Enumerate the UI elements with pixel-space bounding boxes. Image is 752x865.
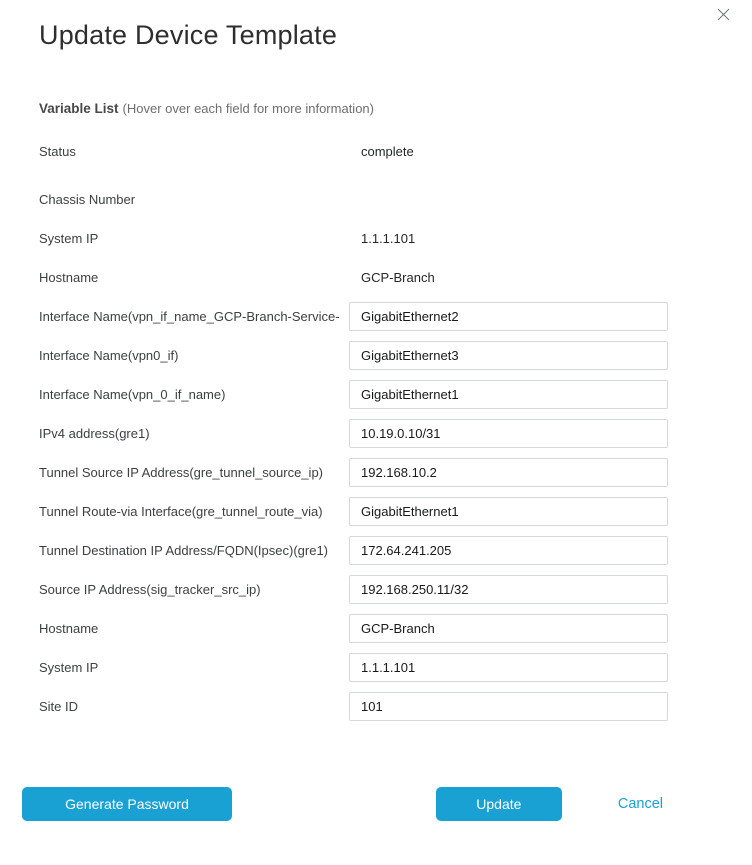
field-input[interactable]: [349, 341, 668, 370]
field-control: [349, 144, 668, 159]
variable-rows: [0, 137, 752, 721]
field-row: [39, 536, 752, 565]
close-icon[interactable]: [712, 5, 734, 27]
field-row: [39, 185, 752, 214]
field-value: complete: [361, 144, 414, 159]
field-row: [39, 302, 752, 331]
field-input[interactable]: [349, 653, 668, 682]
field-label: Chassis Number: [39, 192, 136, 207]
field-label: Source IP Address(sig_tracker_src_ip): [39, 582, 261, 597]
footer-actions: [0, 787, 752, 821]
field-input[interactable]: [349, 536, 668, 565]
field-label: Interface Name(vpn_if_name_GCP-Branch-Service-: [39, 309, 340, 324]
field-input[interactable]: [349, 302, 668, 331]
field-control: [349, 458, 668, 487]
field-control: [349, 380, 668, 409]
field-label: System IP: [39, 660, 99, 675]
field-row: [39, 614, 752, 643]
field-control: [349, 575, 668, 604]
field-value: 1.1.1.101: [361, 231, 416, 246]
field-input[interactable]: [349, 419, 668, 448]
field-label: Interface Name(vpn0_if): [39, 348, 179, 363]
update-button[interactable]: Update: [436, 787, 562, 821]
field-value: GCP-Branch: [361, 270, 435, 285]
field-label: Tunnel Destination IP Address/FQDN(Ipsec)(gre1): [39, 543, 329, 558]
field-input[interactable]: [349, 497, 668, 526]
field-row: [39, 263, 752, 292]
field-input[interactable]: [349, 380, 668, 409]
field-label: Status: [39, 144, 76, 159]
field-control: [349, 270, 668, 285]
field-control: [349, 536, 668, 565]
variable-list-hint: (Hover over each field for more information): [122, 101, 374, 116]
field-control: [349, 302, 668, 331]
field-control: [349, 341, 668, 370]
field-row: [39, 419, 752, 448]
field-input[interactable]: [349, 575, 668, 604]
x-icon: [717, 8, 730, 21]
page-title: Update Device Template: [39, 20, 338, 50]
generate-password-button[interactable]: Generate Password: [22, 787, 232, 821]
field-row: [39, 497, 752, 526]
field-label: Site ID: [39, 699, 79, 714]
field-row: [39, 137, 752, 166]
field-row: [39, 458, 752, 487]
field-label: Hostname: [39, 621, 99, 636]
field-label: Hostname: [39, 270, 99, 285]
field-control: [349, 231, 668, 246]
field-control: [349, 653, 668, 682]
field-label: Tunnel Route-via Interface(gre_tunnel_route_via): [39, 504, 323, 519]
field-label: System IP: [39, 231, 99, 246]
field-input[interactable]: [349, 692, 668, 721]
field-row: [39, 341, 752, 370]
cancel-button[interactable]: Cancel: [617, 796, 663, 812]
field-row: [39, 575, 752, 604]
field-row: [39, 380, 752, 409]
field-control: [349, 692, 668, 721]
field-row: [39, 653, 752, 682]
field-label: IPv4 address(gre1): [39, 426, 150, 441]
variable-list-header: [39, 101, 752, 116]
field-row: [39, 692, 752, 721]
field-row: [39, 224, 752, 253]
field-label: Interface Name(vpn_0_if_name): [39, 387, 226, 402]
variable-list-heading: Variable List: [39, 101, 119, 116]
field-input[interactable]: [349, 614, 668, 643]
field-control: [349, 497, 668, 526]
field-control: [349, 614, 668, 643]
field-control: [349, 419, 668, 448]
field-label: Tunnel Source IP Address(gre_tunnel_source_ip): [39, 465, 324, 480]
field-input[interactable]: [349, 458, 668, 487]
